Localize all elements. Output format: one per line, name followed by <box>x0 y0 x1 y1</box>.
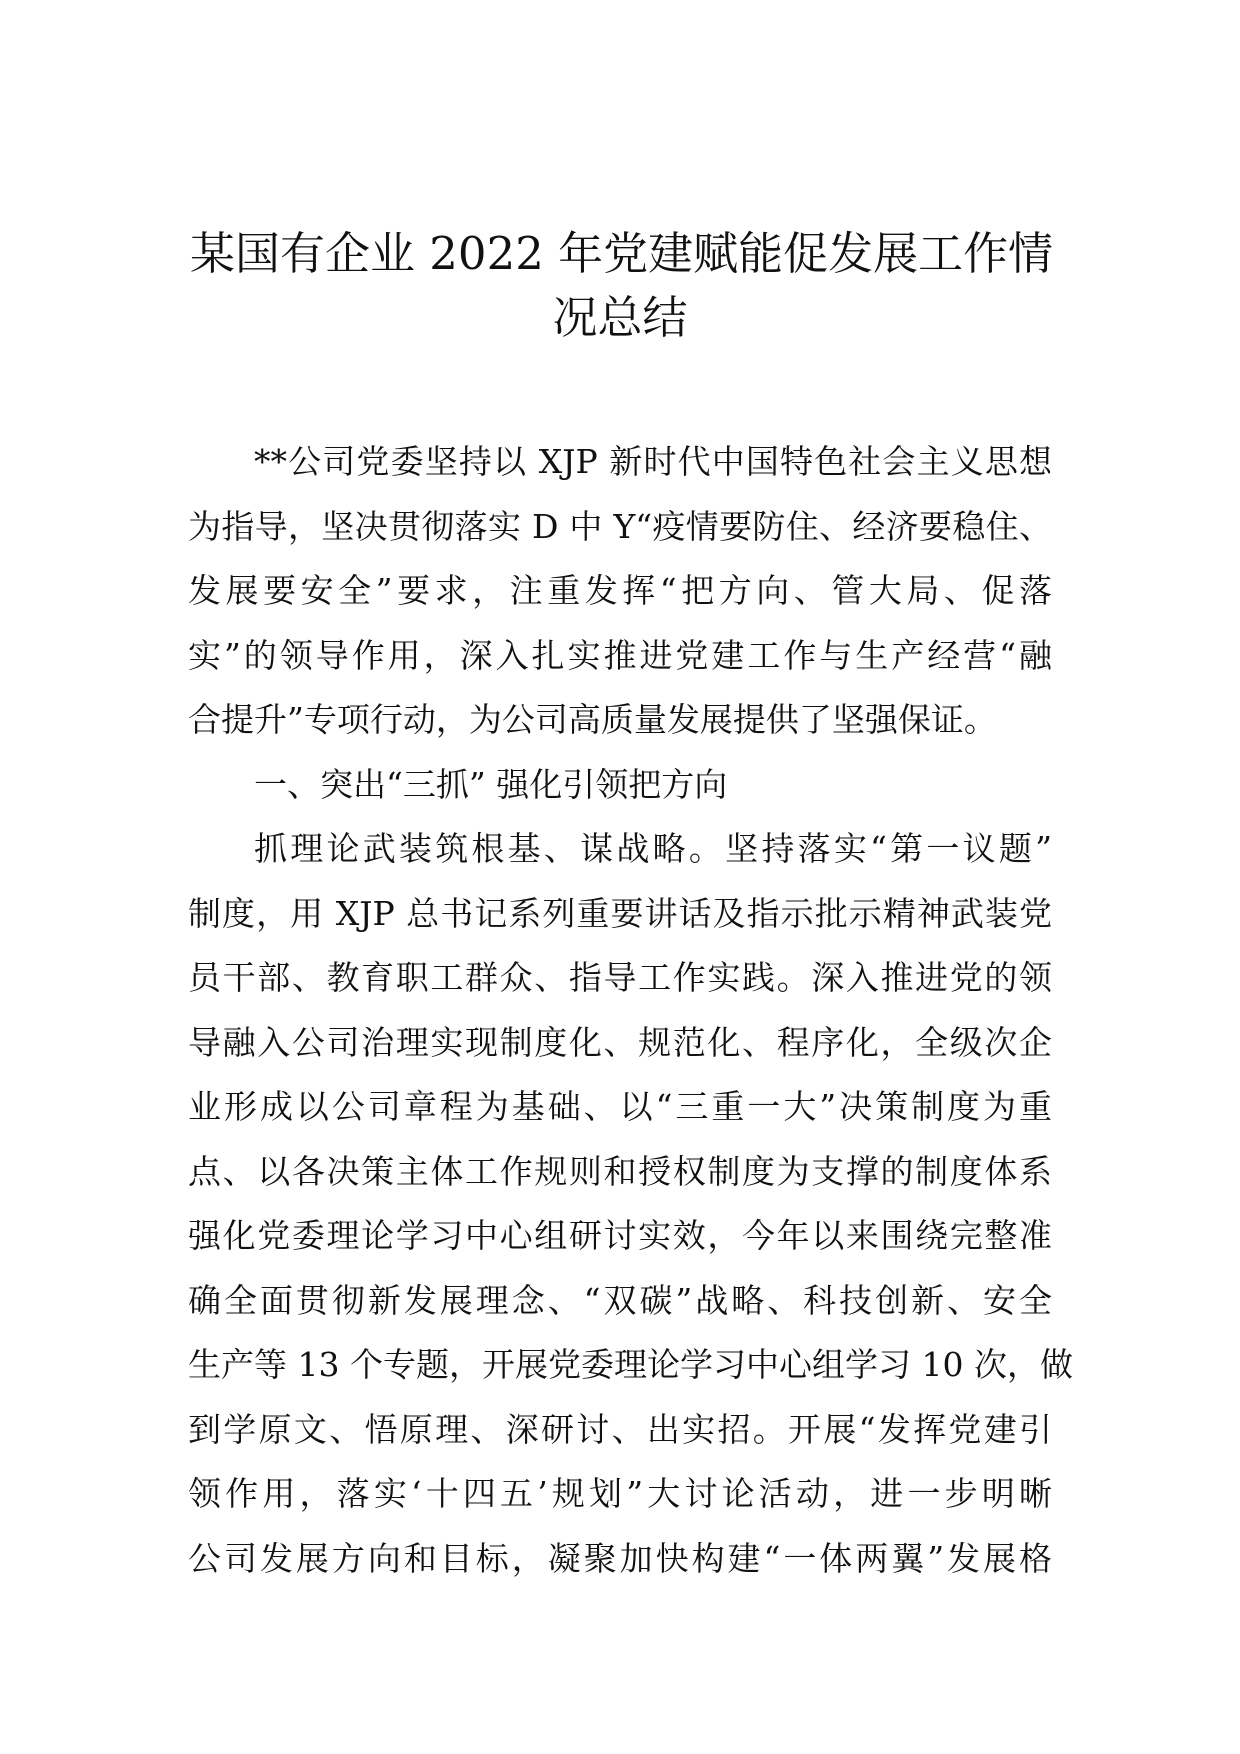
paragraph-2-line-1: 抓理论武装筑根基、谋战略。坚持落实“第一议题” <box>254 829 1052 868</box>
paragraph-2-line-11: 领作用，落实‘十四五’规划”大讨论活动，进一步明晰 <box>188 1474 1052 1513</box>
title-line-1: 某国有企业 2022 年党建赋能促发展工作情 <box>190 227 1054 280</box>
paragraph-1-line-4: 实”的领导作用，深入扎实推进党建工作与生产经营“融 <box>188 635 1052 675</box>
section-heading-1: 一、突出“三抓” 强化引领把方向 <box>254 764 728 804</box>
paragraph-1-line-2: 为指导，坚决贯彻落实 D 中 Y“疫情要防住、经济要稳住、 <box>188 506 1052 546</box>
paragraph-1-line-5: 合提升”专项行动，为公司高质量发展提供了坚强保证。 <box>188 700 997 739</box>
title-line-2: 况总结 <box>552 291 688 344</box>
paragraph-2-line-8: 确全面贯彻新发展理念、“双碳”战略、科技创新、安全 <box>188 1280 1052 1320</box>
paragraph-2-line-10: 到学原文、悟原理、深研讨、出实招。开展“发挥党建引 <box>188 1409 1052 1449</box>
paragraph-1-line-1: **公司党委坚持以 XJP 新时代中国特色社会主义思想 <box>254 442 1052 481</box>
paragraph-2-line-4: 导融入公司治理实现制度化、规范化、程序化，全级次企 <box>188 1022 1052 1062</box>
paragraph-2-line-5: 业形成以公司章程为基础、以“三重一大”决策制度为重 <box>188 1087 1052 1126</box>
document-body <box>188 430 1073 1591</box>
paragraph-1-line-3: 发展要安全”要求，注重发挥“把方向、管大局、促落 <box>188 571 1052 610</box>
paragraph-2-line-3: 员干部、教育职工群众、指导工作实践。深入推进党的领 <box>188 958 1052 997</box>
paragraph-2-line-12: 公司发展方向和目标，凝聚加快构建“一体两翼”发展格 <box>188 1538 1052 1578</box>
document-title <box>190 222 1054 350</box>
paragraph-2-line-9: 生产等 13 个专题，开展党委理论学习中心组学习 10 次，做 <box>188 1345 1073 1384</box>
paragraph-2-line-7: 强化党委理论学习中心组研讨实效，今年以来围绕完整准 <box>188 1216 1052 1255</box>
paragraph-2-line-6: 点、以各决策主体工作规则和授权制度为支撑的制度体系 <box>188 1151 1052 1191</box>
paragraph-2-line-2: 制度，用 XJP 总书记系列重要讲话及指示批示精神武装党 <box>188 893 1052 933</box>
